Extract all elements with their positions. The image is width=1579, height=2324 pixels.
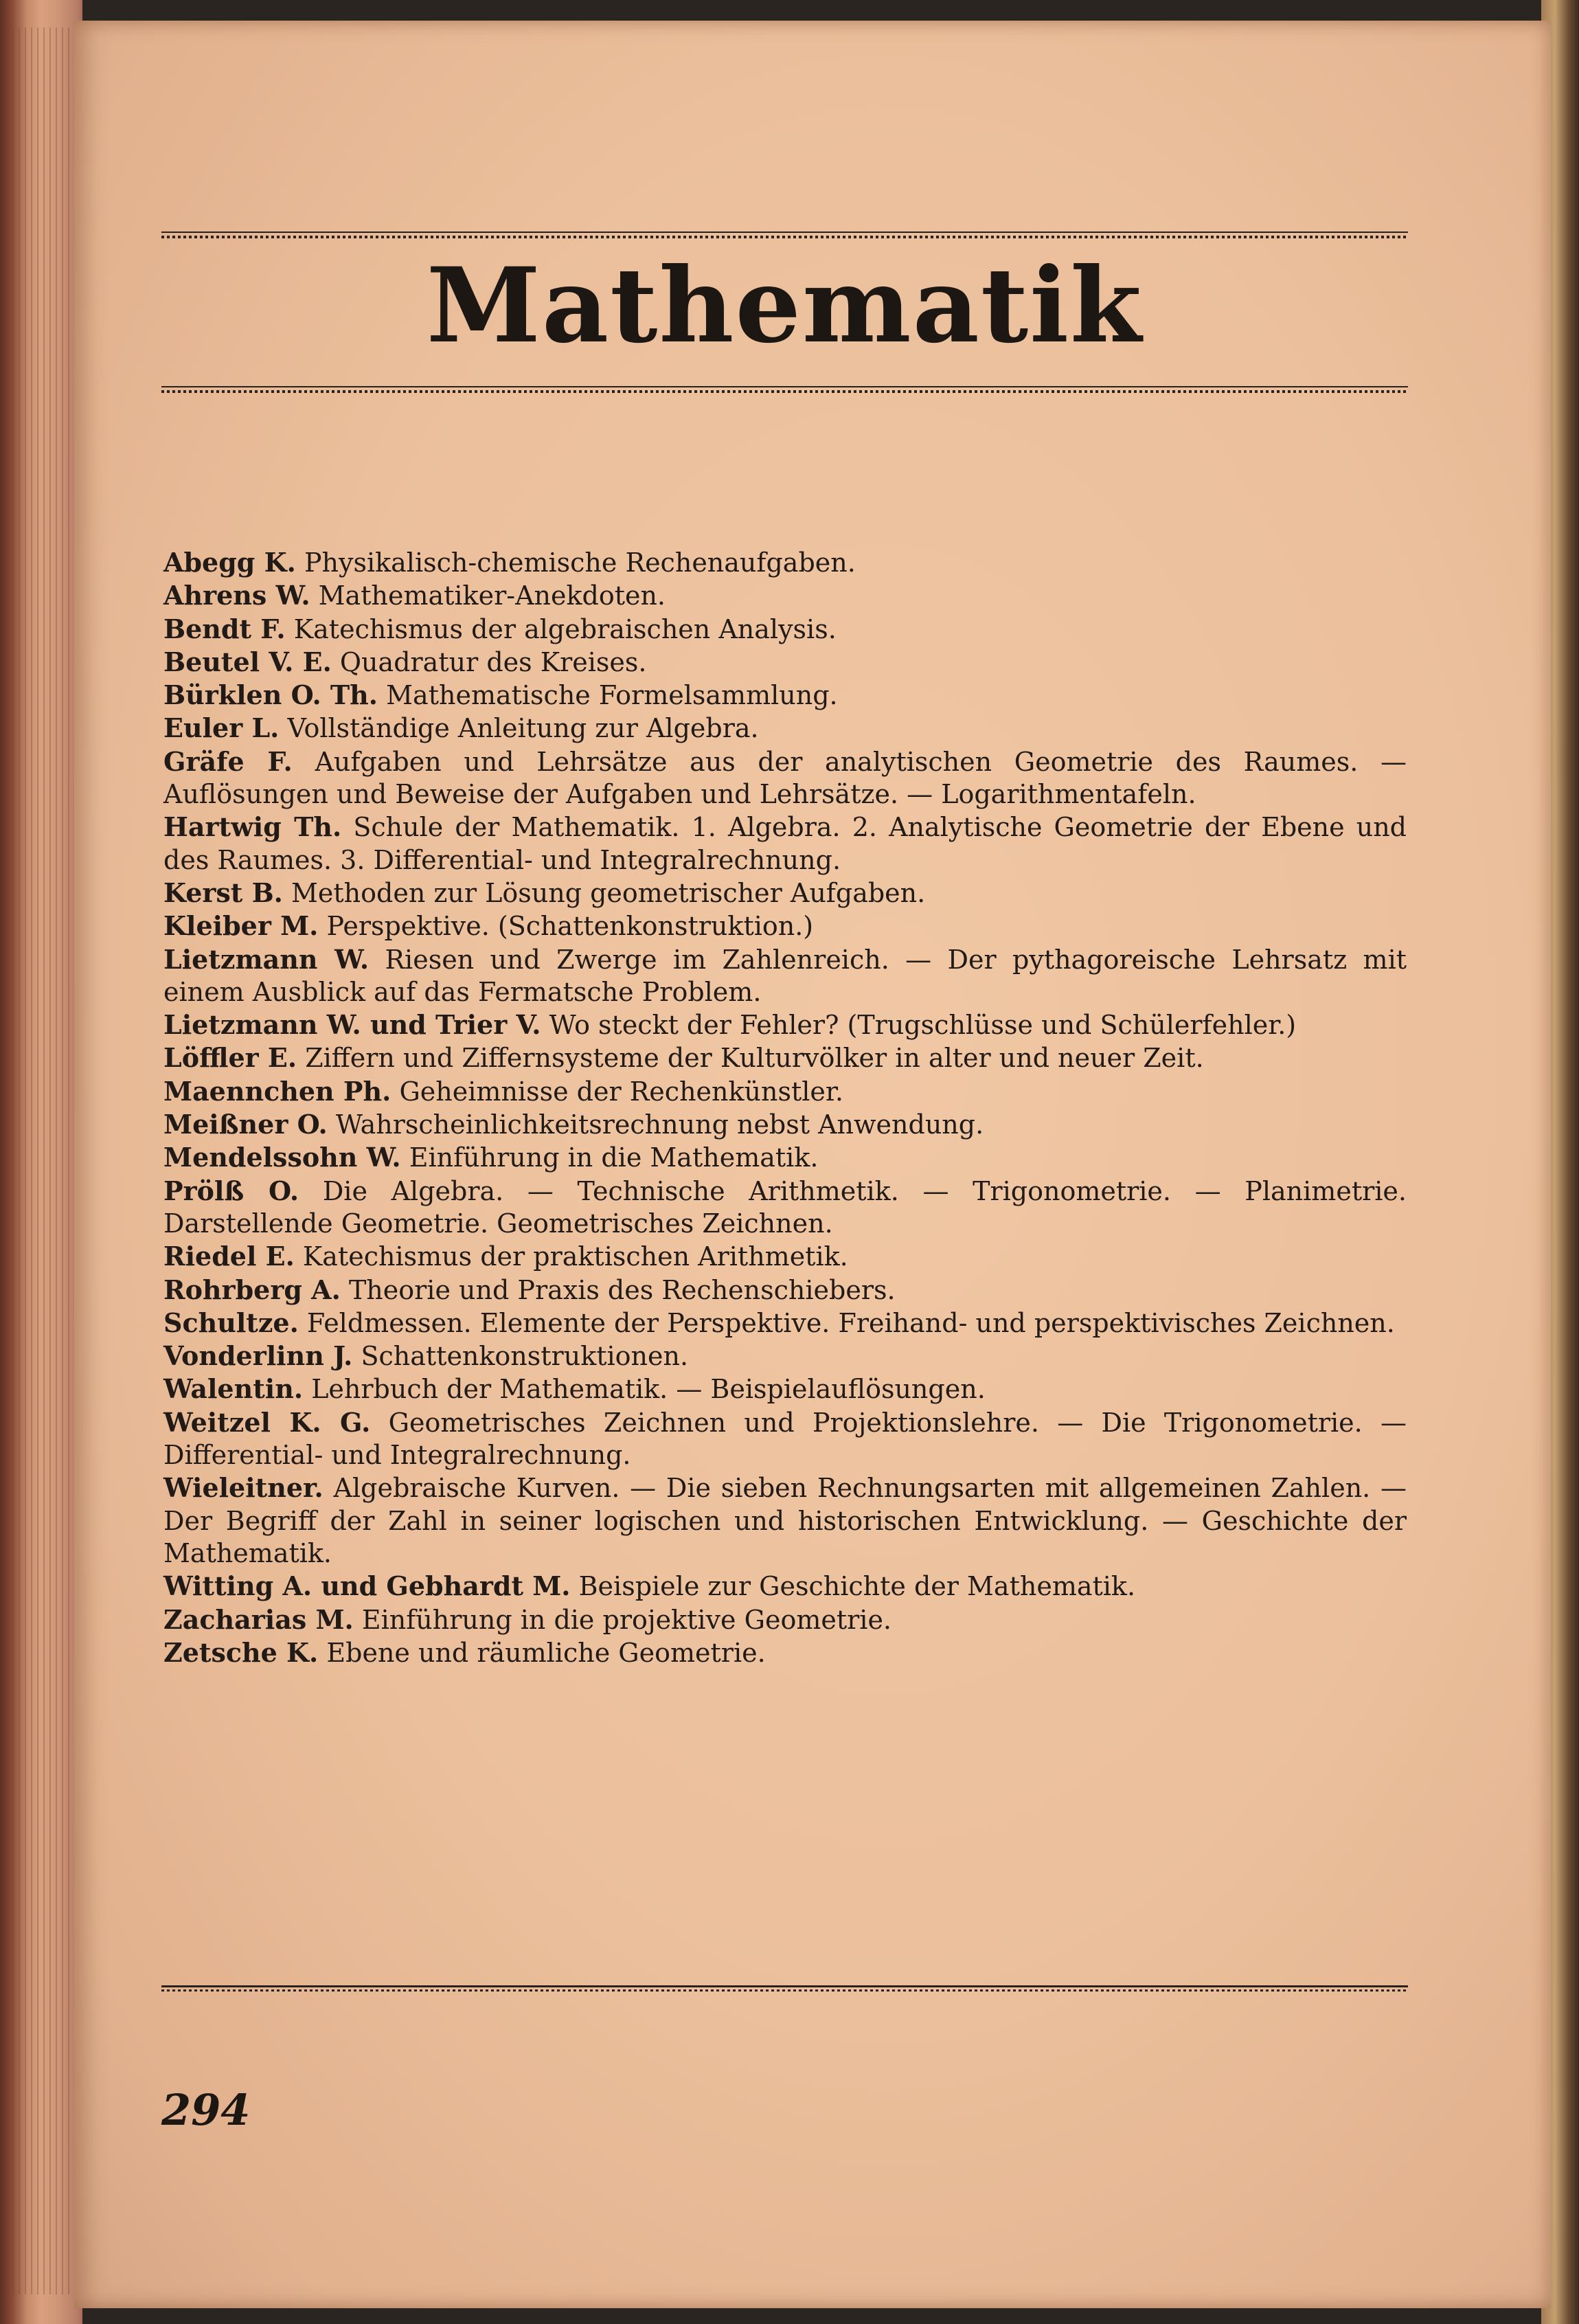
page-title: Mathematik [426,245,1144,366]
list-item [163,1141,1407,1174]
entry-titles: Geheimnisse der Rechenkünstler. [399,1076,843,1107]
list-item [163,1406,1407,1472]
entry-author: Hartwig Th. [163,811,342,843]
entry-titles: Schattenkonstruktionen. [361,1341,689,1372]
list-item [163,1008,1407,1041]
entry-author: Gräfe F. [163,745,293,777]
entry-titles: Katechismus der algebraischen Analysis. [293,613,837,644]
list-item [163,546,1407,579]
entry-author: Weitzel K. G. [163,1406,371,1438]
list-item [163,1636,1407,1669]
list-item [163,1603,1407,1636]
entry-titles: Riesen und Zwerge im Zahlenreich. — Der pythagoreische Lehrsatz mit einem Ausblick auf das Fermatsche Problem. [163,944,1407,1007]
entry-author: Wieleitner. [163,1472,323,1504]
bibliography-list [163,546,1407,1669]
list-item [163,1274,1407,1307]
list-item [163,811,1407,877]
entry-titles: Einführung in die Mathematik. [409,1142,819,1173]
page-stack-lines [12,27,78,2294]
entry-titles: Katechismus der praktischen Arithmetik. [302,1241,848,1272]
list-item [163,745,1407,811]
entry-author: Vonderlinn J. [163,1340,353,1372]
entry-author: Bürklen O. Th. [163,679,378,711]
entry-titles: Physikalisch-chemische Rechenaufgaben. [304,548,856,578]
list-item [163,1041,1407,1074]
entry-titles: Ebene und räumliche Geometrie. [326,1637,766,1668]
entry-author: Beutel V. E. [163,646,332,677]
list-item [163,646,1407,679]
entry-titles: Geometrisches Zeichnen und Projektionslehre. — Die Trigonometrie. — Differential- und Integralrechnung. [163,1407,1407,1471]
list-item [163,679,1407,712]
entry-titles: Vollständige Anleitung zur Algebra. [287,713,759,744]
list-item [163,877,1407,910]
list-item [163,1340,1407,1373]
entry-author: Lietzmann W. und Trier V. [163,1009,541,1041]
entry-author: Kerst B. [163,877,283,908]
entry-titles: Theorie und Praxis des Rechenschiebers. [348,1274,896,1305]
entry-author: Mendelssohn W. [163,1142,401,1173]
list-item [163,1471,1407,1570]
entry-titles: Wo steckt der Fehler? (Trugschlüsse und Schülerfehler.) [549,1010,1297,1041]
entry-author: Abegg K. [163,547,296,578]
entry-titles: Einführung in die projektive Geometrie. [361,1604,892,1635]
entry-author: Rohrberg A. [163,1274,341,1305]
entry-titles: Mathematische Formelsammlung. [386,680,838,711]
entry-titles: Schule der Mathematik. 1. Algebra. 2. Analytische Geometrie der Ebene und des Raumes. 3. Differential- und Integralrechnung. [163,812,1407,875]
entry-author: Ahrens W. [163,580,310,611]
entry-titles: Wahrscheinlichkeitsrechnung nebst Anwendung. [335,1109,984,1140]
entry-author: Riedel E. [163,1241,295,1272]
list-item [163,579,1407,612]
entry-author: Walentin. [163,1373,304,1405]
entry-titles: Quadratur des Kreises. [339,646,647,677]
entry-author: Zetsche K. [163,1636,319,1668]
entry-author: Lietzmann W. [163,943,370,975]
entry-titles: Perspektive. (Schattenkonstruktion.) [326,911,814,942]
entry-author: Euler L. [163,712,280,744]
entry-titles: Die Algebra. — Technische Arithmetik. — Trigonometrie. — Planimetrie. Darstellende Geometrie. Geometrisches Zeichnen. [163,1175,1407,1239]
list-item [163,1570,1407,1603]
entry-titles: Mathematiker-Anekdoten. [318,580,666,611]
entry-titles: Methoden zur Lösung geometrischer Aufgaben. [291,877,926,908]
entry-author: Bendt F. [163,613,286,644]
entry-author: Löffler E. [163,1042,297,1074]
list-item [163,1240,1407,1273]
page-number: 294 [161,2085,251,2135]
entry-author: Prölß O. [163,1175,299,1206]
list-item [163,943,1407,1009]
entry-author: Meißner O. [163,1109,328,1140]
entry-titles: Aufgaben und Lehrsätze aus der analytischen Geometrie des Raumes. — Auflösungen und Beweise der Aufgaben und Lehrsätze. — Logarithmentafeln. [163,746,1407,810]
list-item [163,1075,1407,1108]
bottom-rule [161,1985,1408,1992]
entry-author: Maennchen Ph. [163,1075,391,1107]
entry-author: Schultze. [163,1307,299,1338]
entry-titles: Lehrbuch der Mathematik. — Beispielauflösungen. [311,1374,986,1405]
top-rule-below-title [161,385,1408,396]
entry-author: Witting A. und Gebhardt M. [163,1570,571,1602]
entry-titles: Ziffern und Ziffernsysteme der Kulturvölker in alter und neuer Zeit. [305,1043,1204,1074]
list-item [163,712,1407,745]
list-item [163,1307,1407,1340]
entry-titles: Feldmessen. Elemente der Perspektive. Freihand- und perspektivisches Zeichnen. [306,1307,1395,1338]
list-item [163,1108,1407,1141]
entry-author: Zacharias M. [163,1603,354,1635]
entry-titles: Beispiele zur Geschichte der Mathematik. [578,1571,1136,1602]
entry-author: Kleiber M. [163,910,319,942]
list-item [163,910,1407,943]
list-item [163,1373,1407,1406]
list-item [163,1175,1407,1241]
list-item [163,613,1407,646]
entry-titles: Algebraische Kurven. — Die sieben Rechnungsarten mit allgemeinen Zahlen. — Der Begriff der Zahl in seiner logischen und historischen Entwicklung. — Geschichte der Mathematik. [163,1473,1407,1568]
